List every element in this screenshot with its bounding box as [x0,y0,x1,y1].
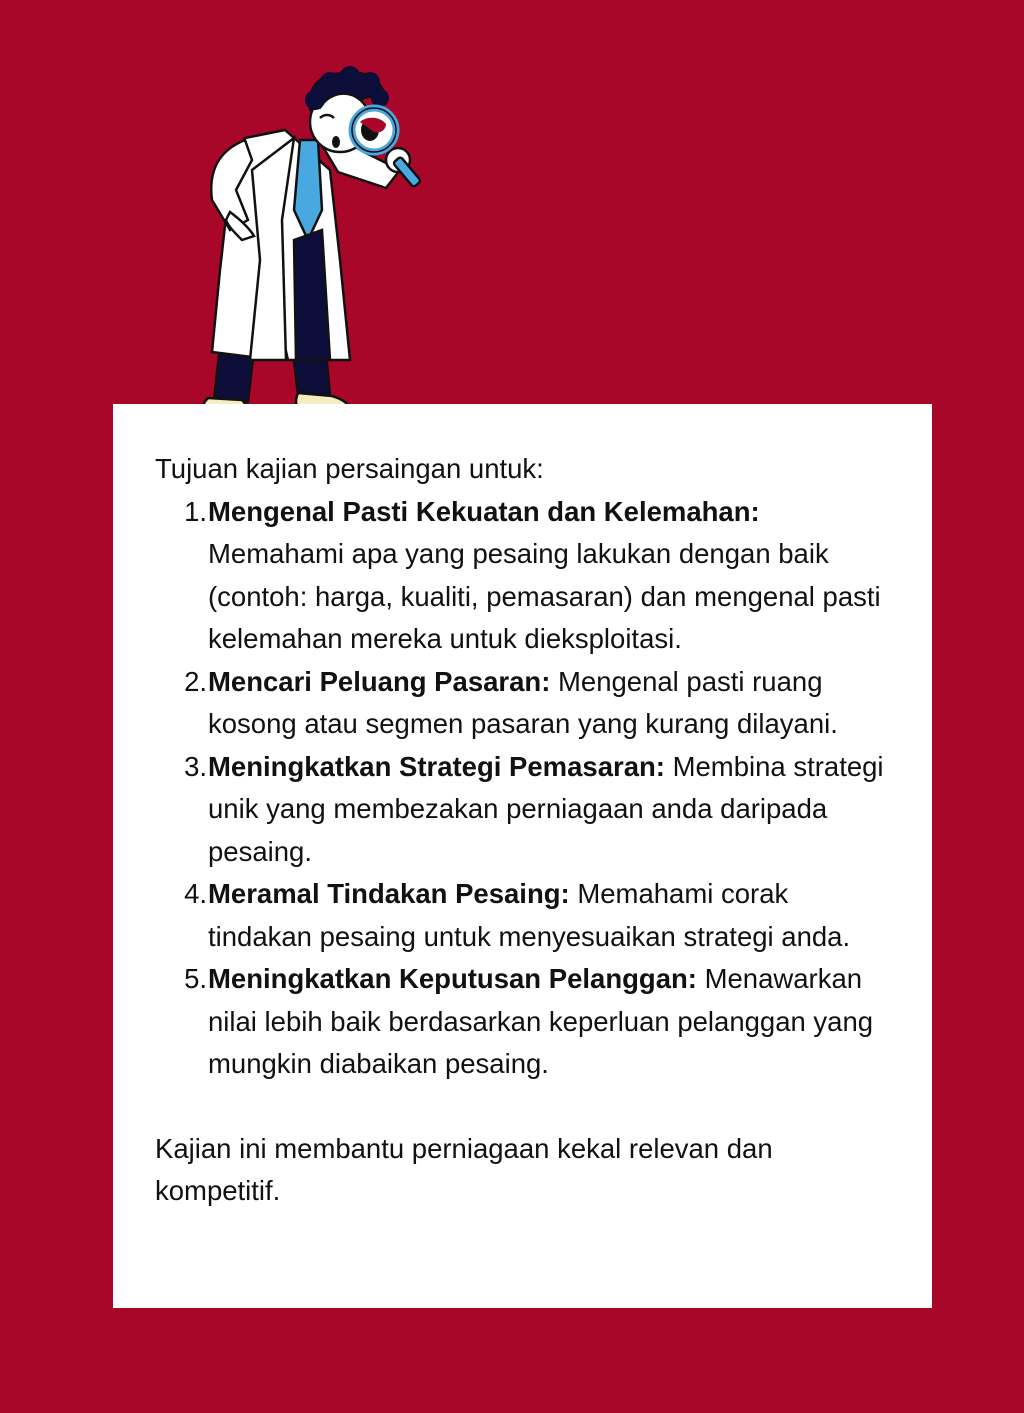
list-item-title: Meramal Tindakan Pesaing: [208,878,570,909]
list-item-text: Menawarkan nilai lebih baik berdasarkan keperluan pelanggan yang mungkin diabaikan pesaing. [208,963,874,1079]
list-item-title: Mencari Peluang Pasaran: [208,665,551,697]
list-item-number: 2. [184,665,207,697]
list-item [155,958,892,1086]
list-item-text: Mengenal pasti ruang kosong atau segmen pasaran yang kurang dilayani. [208,665,838,739]
list-item [155,873,892,958]
objectives-list [155,491,892,1086]
list-item-title: Meningkatkan Keputusan Pelanggan: [208,963,697,994]
list-item-number: 3. [184,750,207,782]
intro-text: Tujuan kajian persaingan untuk: [155,453,544,484]
list-item-text: Memahami corak tindakan pesaing untuk menyesuaikan strategi anda. [208,878,851,952]
list-item-text: Memahami apa yang pesaing lakukan dengan baik (contoh: harga, kualiti, pemasaran) dan mengenal pasti kelemahan mereka untuk dieksploitasi. [208,538,881,654]
list-item-number: 1. [184,495,207,527]
outro-text: Kajian ini membantu perniagaan kekal relevan dan kompetitif. [155,1132,773,1206]
list-item-title: Meningkatkan Strategi Pemasaran: [208,750,665,782]
list-item-title: Mengenal Pasti Kekuatan dan Kelemahan: [208,495,760,527]
list-item-number: 4. [184,878,207,909]
content-card [113,404,932,1308]
list-item [155,491,892,661]
scientist-with-magnifying-glass-icon [190,60,430,435]
list-item [155,661,892,746]
list-item-text: Membina strategi unik yang membezakan perniagaan anda daripada pesaing. [208,750,884,867]
list-item [155,746,892,874]
list-item-number: 5. [184,963,207,994]
